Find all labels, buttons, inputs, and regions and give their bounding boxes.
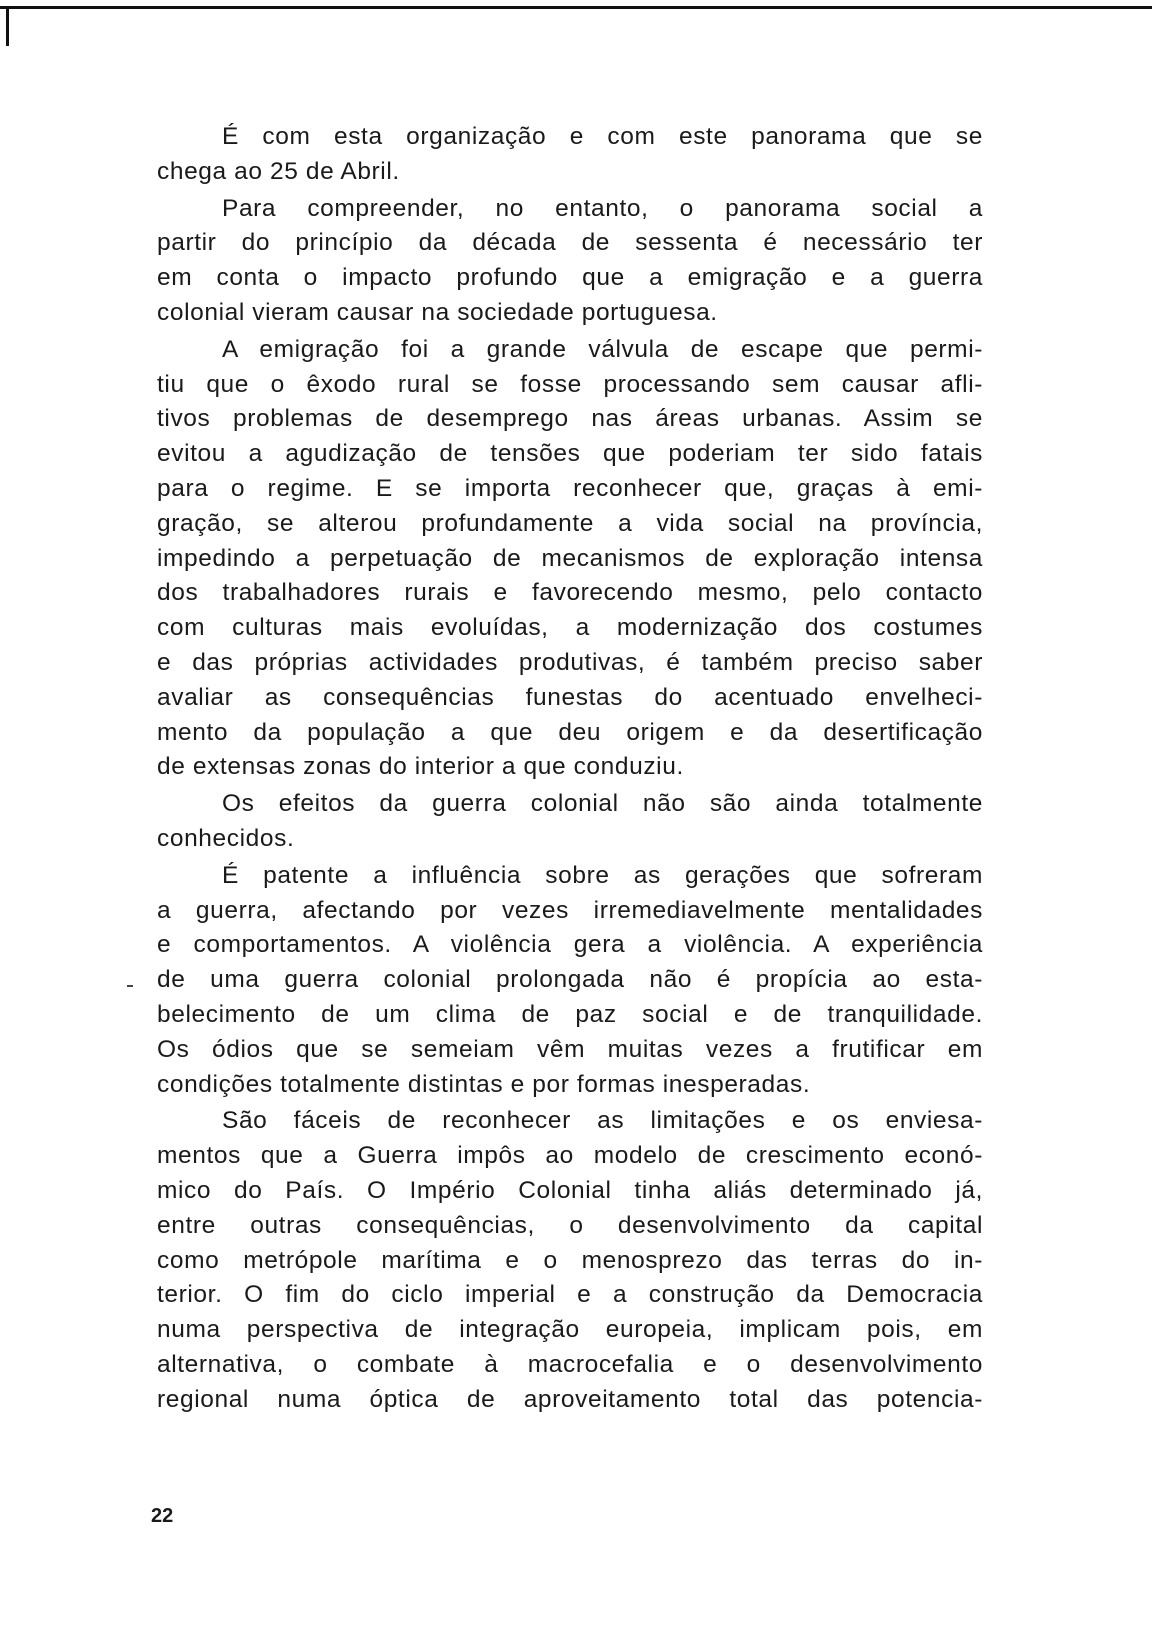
text-line: É com esta organização e com este panorama que se (222, 123, 983, 150)
text-line: e das próprias actividades produtivas, é também preciso saber (157, 648, 983, 676)
text-line: como metrópole marítima e o menosprezo das terras do in- (157, 1246, 983, 1274)
text-line: mentos que a Guerra impôs ao modelo de crescimento econó- (157, 1142, 983, 1170)
text-line: alternativa, o combate à macrocefalia e o desenvolvimento (157, 1350, 983, 1378)
text-line: a guerra, afectando por vezes irremediavelmente mentalidades (157, 896, 983, 924)
text-line: colonial vieram causar na sociedade portuguesa. (157, 298, 718, 326)
text-line: dos trabalhadores rurais e favorecendo mesmo, pelo contacto (157, 579, 983, 607)
page-body-text (157, 120, 983, 1419)
text-line: belecimento de um clima de paz social e de tranquilidade. (157, 1000, 983, 1028)
text-line: evitou a agudização de tensões que poderiam ter sido fatais (157, 440, 983, 468)
margin-mark (127, 985, 133, 987)
paragraph (157, 120, 983, 190)
paragraph (157, 192, 983, 331)
paragraph (157, 787, 983, 857)
paragraph (157, 333, 983, 785)
text-line: Os ódios que se semeiam vêm muitas vezes a frutificar em (157, 1035, 983, 1063)
text-line: numa perspectiva de integração europeia, implicam pois, em (157, 1316, 983, 1344)
left-edge-rule (6, 6, 9, 46)
text-line: tivos problemas de desemprego nas áreas urbanas. Assim se (157, 405, 983, 433)
text-line: entre outras consequências, o desenvolvimento da capital (157, 1211, 983, 1239)
text-line: tiu que o êxodo rural se fosse processando sem causar afli- (157, 370, 983, 398)
text-line: chega ao 25 de Abril. (157, 157, 400, 185)
text-line: gração, se alterou profundamente a vida social na província, (157, 509, 983, 537)
paragraph (157, 1104, 983, 1417)
text-line: de uma guerra colonial prolongada não é propícia ao esta- (157, 966, 983, 994)
text-line: avaliar as consequências funestas do acentuado envelheci- (157, 683, 983, 711)
text-line: Os efeitos da guerra colonial não são ainda totalmente (222, 790, 983, 818)
text-line: mento da população a que deu origem e da desertificação (157, 718, 983, 746)
text-line: Para compreender, no entanto, o panorama social a (222, 194, 983, 222)
text-line: mico do País. O Império Colonial tinha aliás determinado já, (157, 1176, 983, 1204)
text-line: em conta o impacto profundo que a emigração e a guerra (157, 264, 983, 292)
text-line: É patente a influência sobre as gerações que sofreram (222, 861, 983, 889)
text-line: partir do princípio da década de sessenta é necessário ter (157, 229, 983, 257)
text-line: para o regime. E se importa reconhecer que, graças à emi- (157, 474, 983, 502)
text-line: terior. O fim do ciclo imperial e a construção da Democracia (157, 1281, 983, 1309)
text-line: com culturas mais evoluídas, a modernização dos costumes (157, 614, 983, 642)
text-line: de extensas zonas do interior a que conduziu. (157, 753, 684, 781)
text-line: regional numa óptica de aproveitamento total das potencia- (157, 1385, 983, 1413)
text-line: A emigração foi a grande válvula de escape que permi- (222, 335, 983, 363)
text-line: conhecidos. (157, 824, 295, 852)
text-line: impedindo a perpetuação de mecanismos de exploração intensa (157, 544, 983, 572)
text-line: condições totalmente distintas e por formas inesperadas. (157, 1070, 811, 1098)
paragraph (157, 859, 983, 1103)
top-edge-rule (0, 6, 1152, 9)
page-number: 22 (151, 1505, 174, 1527)
text-line: e comportamentos. A violência gera a violência. A experiência (157, 931, 983, 959)
text-line: São fáceis de reconhecer as limitações e os enviesa- (222, 1107, 983, 1135)
